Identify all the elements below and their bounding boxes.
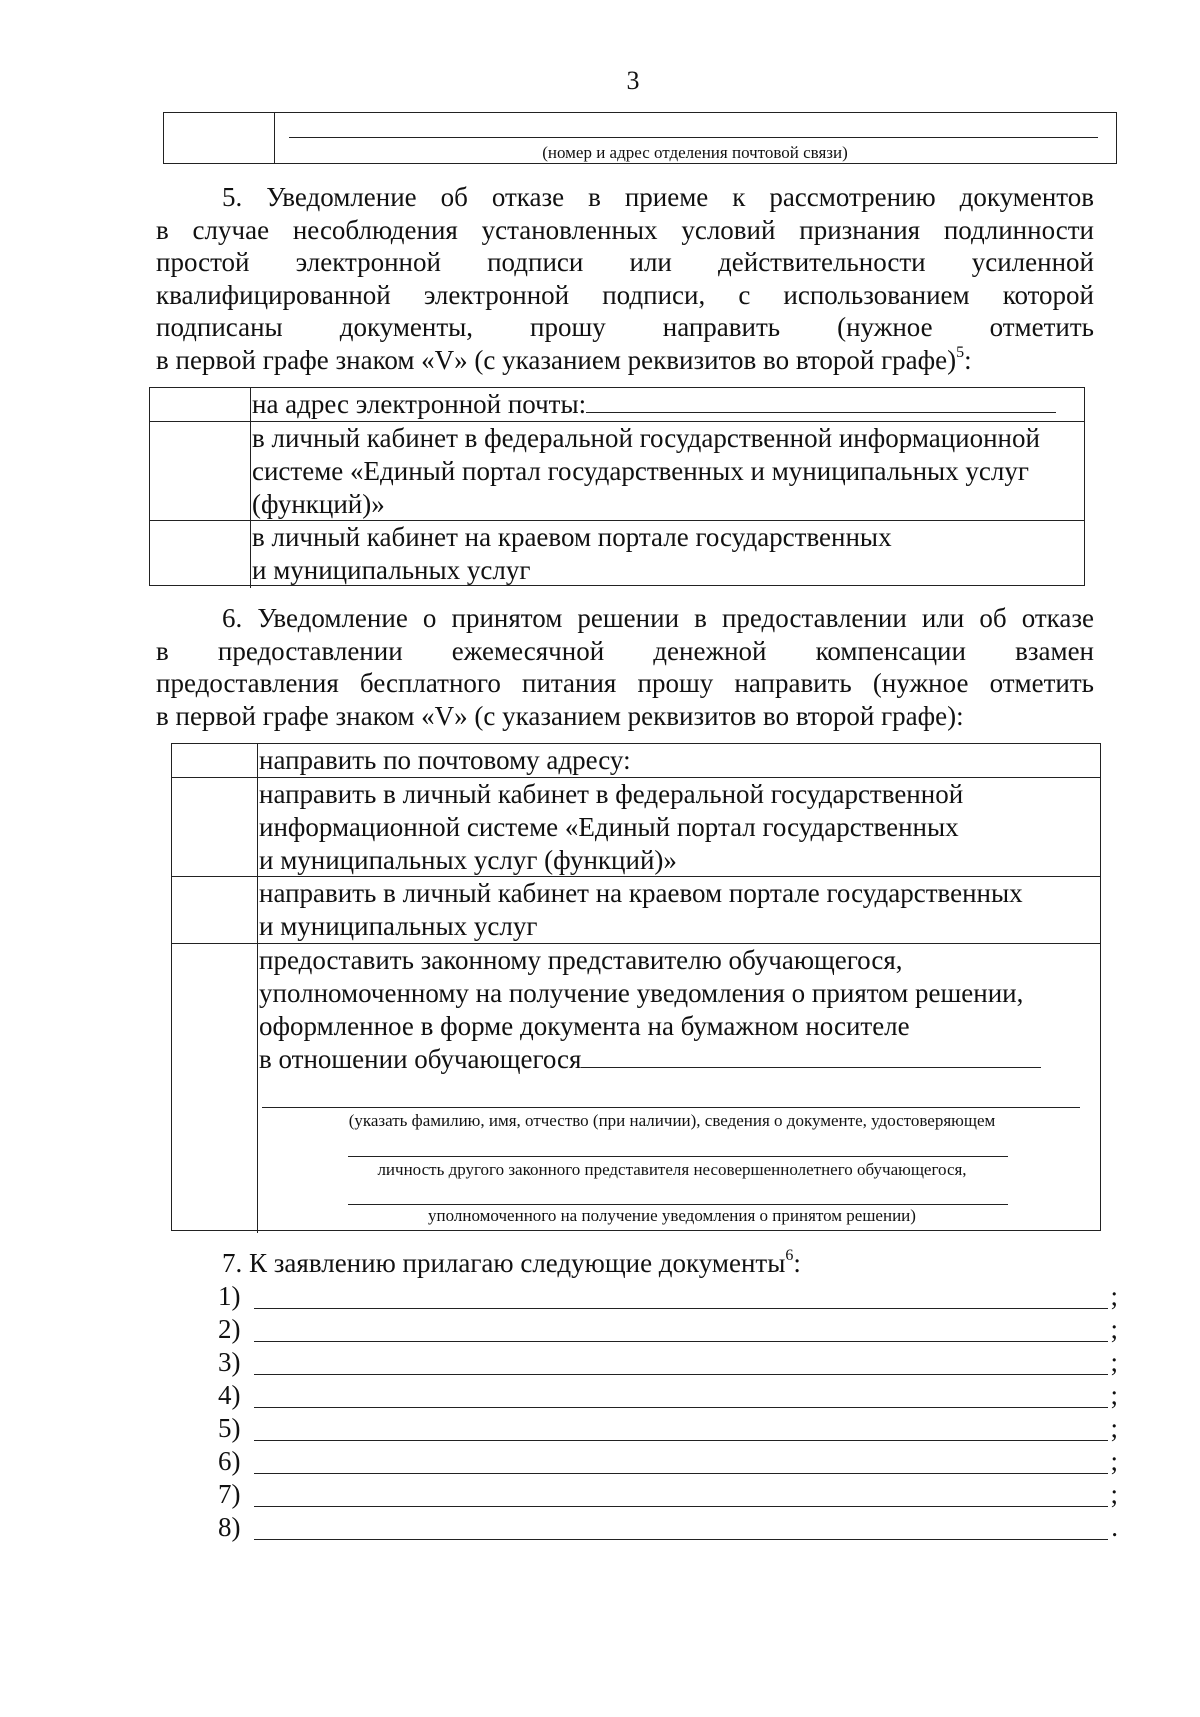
option-label: в личный кабинет на краевом портале государственных <box>252 522 892 552</box>
postal-office-caption: (номер и адрес отделения почтовой связи) <box>542 143 848 162</box>
option-row-post <box>172 744 1100 777</box>
document-field-line[interactable] <box>254 1407 1108 1408</box>
section5-text: 5. Уведомление об отказе в приеме к рассмотрению документов в случае несоблюдения установленных условий признания подлинности простой электронной подписи или действительности усиленной квалифицированной электронной подписи, с использованием которой подписаны документы, прошу направить (нужное отметить в первой графе знаком «V» (с указанием реквизитов во второй графе)$^5$: <box>156 182 1094 375</box>
document-field-line[interactable] <box>254 1341 1108 1342</box>
option-label: оформленное в форме документа на бумажном носителе <box>259 1011 910 1041</box>
document-field-line[interactable] <box>254 1539 1108 1540</box>
section5-options-table <box>149 387 1085 586</box>
section6-text <box>156 602 1094 732</box>
option-label: направить по почтовому адресу: <box>259 745 631 775</box>
postal-office-field-line[interactable] <box>289 137 1098 138</box>
document-list-item: 8) . <box>218 1512 1118 1542</box>
representative-note: личность другого законного представителя несовершеннолетнего обучающегося, <box>377 1160 967 1179</box>
representative-field-line[interactable] <box>348 1204 1008 1205</box>
document-field-line[interactable] <box>254 1473 1108 1474</box>
document-field-line[interactable] <box>254 1374 1108 1375</box>
section6-line: в первой графе знаком «V» (с указанием реквизитов во второй графе): <box>156 700 964 731</box>
option-checkbox-cell[interactable] <box>150 422 251 521</box>
document-field-line[interactable] <box>254 1440 1108 1441</box>
option-label: на адрес электронной почты: <box>252 389 587 419</box>
option-label: уполномоченному на получение уведомления о приятом решении, <box>259 978 1024 1008</box>
document-field-line[interactable] <box>254 1506 1108 1507</box>
section6-options-table <box>171 743 1101 1231</box>
student-name-field[interactable] <box>581 1043 1041 1068</box>
footnote-ref: 5 <box>956 343 965 361</box>
representative-field-line[interactable] <box>348 1156 1008 1157</box>
option-label: направить в личный кабинет в федеральной государственной <box>259 779 964 809</box>
section5-line: в случае несоблюдения установленных условий признания подлинности <box>156 214 1094 245</box>
postal-office-table <box>163 112 1117 164</box>
section5-line: подписаны документы, прошу направить (нужное отметить <box>156 312 1094 343</box>
representative-note: уполномоченного на получение уведомления о принятом решении) <box>428 1206 916 1225</box>
document-list-item: 3) ; <box>218 1347 1118 1377</box>
document-list-item: 4) ; <box>218 1380 1118 1410</box>
section7-heading: 7. К заявлению прилагаю следующие документы$^6$: <box>222 1247 801 1278</box>
option-row-paper <box>172 943 1100 1233</box>
option-row-gosuslugi <box>150 421 1084 521</box>
footnote-ref: 6 <box>785 1247 794 1264</box>
option-label: и муниципальных услуг <box>259 911 538 941</box>
option-row-regional-portal <box>150 520 1084 588</box>
option-label: и муниципальных услуг (функций)» <box>259 845 677 875</box>
option-checkbox-cell[interactable] <box>150 388 251 421</box>
document-list-item: 1) ; <box>218 1281 1118 1311</box>
section5-line: 5. Уведомление об отказе в приеме к рассмотрению документов <box>222 182 1094 212</box>
option-label: в личный кабинет в федеральной государственной информационной <box>252 423 1040 453</box>
option-label: (функций)» <box>252 489 385 519</box>
section6-line: 6. Уведомление о принятом решении в предоставлении или об отказе <box>222 603 1094 633</box>
document-list-item: 6) ; <box>218 1446 1118 1476</box>
representative-note: (указать фамилию, имя, отчество (при наличии), сведения о документе, удостоверяющем <box>348 1111 996 1130</box>
option-checkbox-cell[interactable] <box>172 778 258 877</box>
section6-line: в предоставлении ежемесячной денежной компенсации взамен <box>156 635 1094 666</box>
option-checkbox-cell[interactable] <box>172 744 258 777</box>
option-label: и муниципальных услуг <box>252 555 531 585</box>
document-field-line[interactable] <box>254 1308 1108 1309</box>
document-list-item: 2) ; <box>218 1314 1118 1344</box>
page-number: 3 <box>626 66 640 95</box>
section5-line: квалифицированной электронной подписи, с использованием которой <box>156 279 1094 310</box>
option-label: информационной системе «Единый портал государственных <box>259 812 959 842</box>
document-list-item: 7) ; <box>218 1479 1118 1509</box>
section5-line: простой электронной подписи или действительности усиленной <box>156 247 1094 278</box>
option-checkbox-cell[interactable] <box>172 877 258 944</box>
option-label: системе «Единый портал государственных и муниципальных услуг <box>252 456 1029 486</box>
section6-line: предоставления бесплатного питания прошу направить (нужное отметить <box>156 668 1094 699</box>
checkbox-cell[interactable] <box>164 113 275 163</box>
option-label: предоставить законному представителю обучающегося, <box>259 945 903 975</box>
option-row-gosuslugi <box>172 777 1100 877</box>
representative-field-line[interactable] <box>262 1107 1080 1108</box>
option-label: направить в личный кабинет на краевом портале государственных <box>259 878 1023 908</box>
option-row-regional-portal <box>172 876 1100 944</box>
section5-line: в первой графе знаком «V» (с указанием реквизитов во второй графе) <box>156 344 957 375</box>
option-checkbox-cell[interactable] <box>172 944 258 1233</box>
email-field[interactable] <box>586 388 1056 413</box>
option-checkbox-cell[interactable] <box>150 521 251 588</box>
option-label: в отношении обучающегося <box>259 1044 582 1074</box>
option-row-email <box>150 388 1084 421</box>
document-list-item: 5) ; <box>218 1413 1118 1443</box>
